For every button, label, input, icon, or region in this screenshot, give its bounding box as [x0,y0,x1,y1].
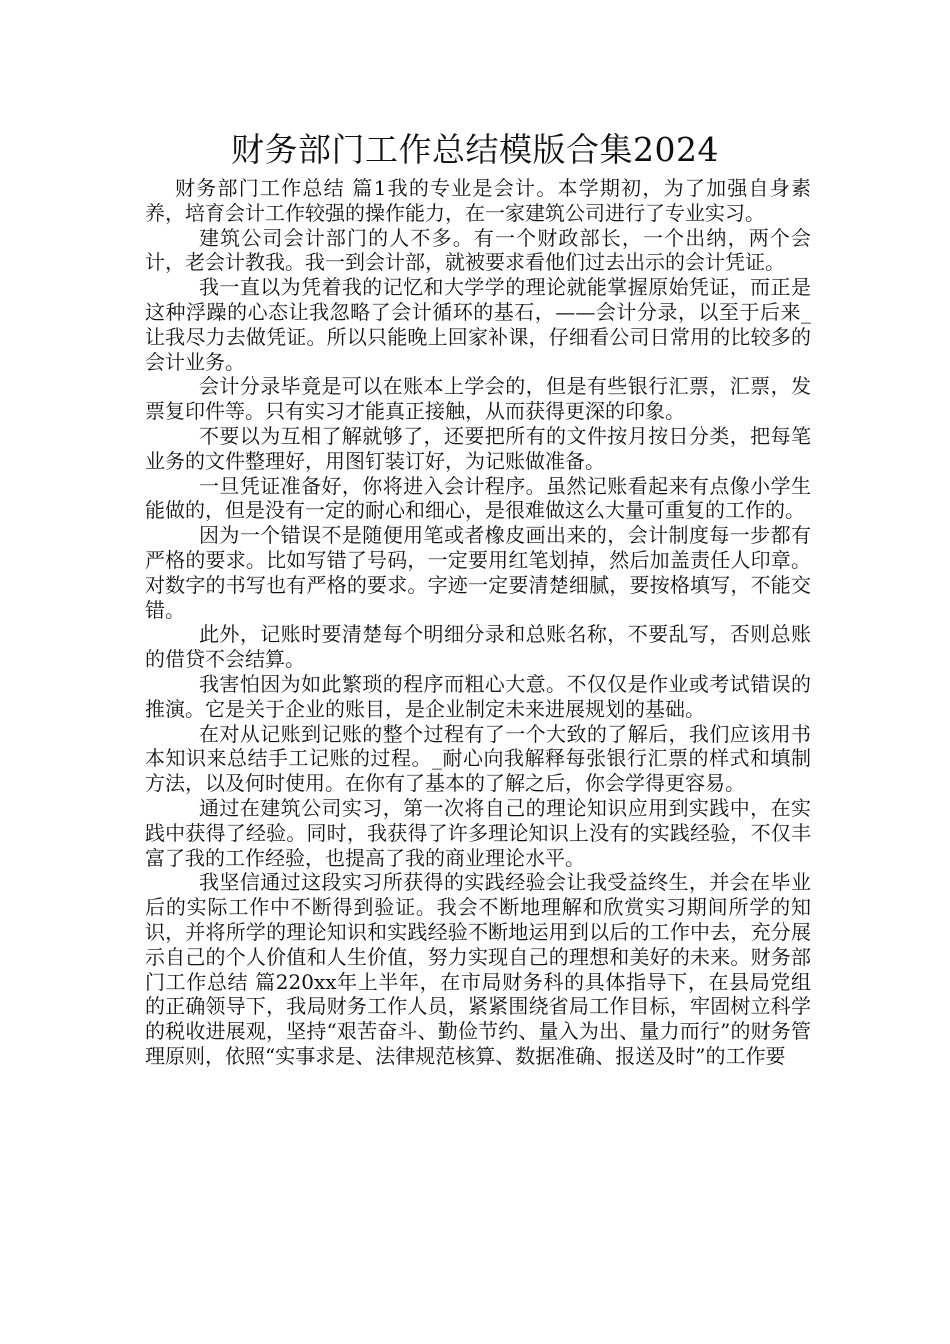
paragraph-2: 建筑公司会计部门的人不多。有一个财政部长，一个出纳，两个会计，老会计教我。我一到会计部，就被要求看他们过去出示的会计凭证。 [145,225,811,275]
document-body [145,176,811,1069]
paragraph-9: 我害怕因为如此繁琐的程序而粗心大意。不仅仅是作业或考试错误的推演。它是关于企业的账目，是企业制定未来进展规划的基础。 [145,671,811,721]
paragraph-8: 此外，记账时要清楚每个明细分录和总账名称，不要乱写，否则总账的借贷不会结算。 [145,622,811,672]
paragraph-1: 财务部门工作总结 篇1我的专业是会计。本学期初，为了加强自身素养，培育会计工作较强的操作能力，在一家建筑公司进行了专业实习。 [145,176,811,225]
paragraph-7: 因为一个错误不是随便用笔或者橡皮画出来的，会计制度每一步都有严格的要求。比如写错了号码，一定要用红笔划掉，然后加盖责任人印章。对数字的书写也有严格的要求。字迹一定要清楚细腻，要按格填写，不能交错。 [145,523,811,622]
paragraph-10: 在对从记账到记账的整个过程有了一个大致的了解后，我们应该用书本知识来总结手工记账的过程。_耐心向我解释每张银行汇票的样式和填制方法，以及何时使用。在你有了基本的了解之后，你会学得更容易。 [145,721,811,796]
paragraph-5: 不要以为互相了解就够了，还要把所有的文件按月按日分类，把每笔业务的文件整理好，用图钉装订好，为记账做准备。 [145,423,811,473]
paragraph-4: 会计分录毕竟是可以在账本上学会的，但是有些银行汇票，汇票，发票复印件等。只有实习才能真正接触，从而获得更深的印象。 [145,374,811,424]
paragraph-3: 我一直以为凭着我的记忆和大学学的理论就能掌握原始凭证，而正是这种浮躁的心态让我忽略了会计循环的基石，——会计分录，以至于后来_让我尽力去做凭证。所以只能晚上回家补课，仔细看公司日常用的比较多的会计业务。 [145,275,811,374]
paragraph-6: 一旦凭证准备好，你将进入会计程序。虽然记账看起来有点像小学生能做的，但是没有一定的耐心和细心，是很难做这么大量可重复的工作的。 [145,473,811,523]
document-title: 财务部门工作总结模版合集2024 [231,130,719,169]
paragraph-12: 我坚信通过这段实习所获得的实践经验会让我受益终生，并会在毕业后的实际工作中不断得到验证。我会不断地理解和欣赏实习期间所学的知识，并将所学的理论知识和实践经验不断地运用到以后的工作中去，充分展示自己的个人价值和人生价值，努力实现自己的理想和美好的未来。财务部门工作总结 篇220xx年上半年，在市局财务科的具体指导下，在县局党组的正确领导下，我局财务工作人员，紧紧围绕省局工作目标，牢固树立科学的税收进展观，坚持“艰苦奋斗、勤俭节约、量入为出、量力而行”的财务管理原则，依照“实事求是、法律规范核算、数据准确、报送及时”的工作要 [145,870,811,1068]
paragraph-11: 通过在建筑公司实习，第一次将自己的理论知识应用到实践中，在实践中获得了经验。同时，我获得了许多理论知识上没有的实践经验，不仅丰富了我的工作经验，也提高了我的商业理论水平。 [145,795,811,870]
